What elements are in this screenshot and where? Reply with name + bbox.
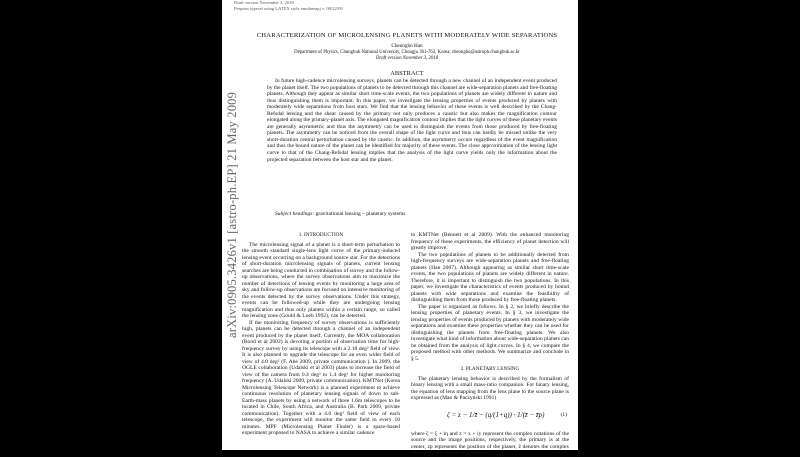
paragraph: The paper is organized as follows. In § 2, we briefly describe the lensing properties of planetary events. In § 3, we investigate the lensing properties of events produced by planets with moderately wide separations and examine these properties whether they can be used for distinguishing the planets from free-floating planets. We also investigate what kind of information about wide-separation planets can be obtained from the analysis of light curves. In § 4, we compare the proposed method with other methods. We summarize and conclude in § 5.: [411, 303, 569, 362]
intro-paragraph: If the monitoring frequency of survey observations is sufficiently high, planets can be detected through a channel of an independent event produced by the planet itself. Currently, the MOA collaboration (Bond et al 2002) is devoting a portion of observation time for high-frequency survey by using its telescope with a 2.18 deg² field of view. It is also planned to upgrade the telescope for an even wider field of view of 4.0 deg² (F. Abe 2009, private communication ). In 2009, the OGLE collaboration (Udalski et al 2003) plans to increase the field of view of the camera from 0.4 deg² to 1.4 deg² for higher monitoring frequency (A. Udalski 2009, private communication). KMTNet (Korea Microlensing Telescope Network) is a planned experiment to achieve continuous resolution of planetary lensing signals of down to sub-Earth-mass planets by using a network of three 1.6m telescopes to be located in Chile, South Africa, and Australia (B. Park 2009, private communication). Together with a 4.0 deg² field of view of each telescope, the experiment will monitor the same field in every 10 minutes. MPF (Microlensing Planet Finder) is a space-based experiment proposed to NASA to achieve a similar cadence: [242, 319, 400, 436]
section-heading-introduction: 1. INTRODUCTION: [298, 232, 344, 238]
paragraph: where ζ = ξ + iη and z = x + iy represent the complex notations of the source and the image positions, respectively, the primary is at the center, zp represents the position of the planet, z̄ denotes the complex conjugate of z, and q represents the: [411, 430, 569, 456]
intro-paragraph: The microlensing signal of a planet is a short-term perturbation to the smooth standard single-lens light curve of the primary-induced lensing event occurring on a background source star. For the detections of short-duration microlensing signals of planets, current lensing searches are being conducted in combination of survey and the follow-up observations, where the survey observations aim to maximize the number of detections of lensing events by monitoring a large area of sky and follow-up observations are focused on intensive monitoring of the events detected by the survey observations. Under this strategy, events can be followed-up while they are undergoing lensing magnification and thus only planets within a certain range, so called the lensing zone (Gould & Loeb 1992), can be detected.: [242, 241, 400, 319]
right-column: [411, 232, 569, 457]
paper-author: Cheongho Han: [391, 43, 423, 49]
continued-paragraph: to KMTNet (Bennett et al 2009). With the enhanced monitoring frequency of these experiments, the efficiency of planet detection will greatly improve.: [411, 232, 569, 251]
author-affiliation: Department of Physics, Chungbuk National University, Chongju 361-763, Korea; cheongho@astroph.chungbuk.ac.kr: [294, 50, 520, 55]
preprint-header: [234, 0, 343, 11]
paper-title: CHARACTERIZATION OF MICROLENSING PLANETS WITH MODERATELY WIDE SEPARATIONS: [256, 32, 558, 39]
arxiv-id-text: arXiv:0905.3426v1 [astro-ph.EP] 21 May 2009: [225, 91, 239, 338]
abstract-text: In future high-cadence microlensing surveys, planets can be detected through a new channel of an independent event produced by the planet itself. The two populations of planets to be detected through this channel are wide-separation planets and free-floating planets. Although they appear as similar short time-scale events, the two populations of planets are widely different in nature and thus distinguishing them is important. In this paper, we investigate the lensing properties of events produced by planets with moderately wide separations from host stars. We find that the lensing behavior of these events is well described by the Chang-Refsdal lensing and the shear caused by the primary not only produces a caustic but also makes the magnification contour elongated along the primary-planet axis. The elongated magnification contour implies that the light curves of these planetary events are generally asymmetric and thus the asymmetry can be used to distinguish the events from those produced by free-floating planets. The asymmetry can be noticed from the overall shape of the light curve and thus can hardly be missed unlike the very short-duration central perturbation caused by the caustic. In addition, the asymmetry occurs regardless of the event magnification and thus the bound nature of the planet can be identified for majority of these events. The close approximation of the lensing light curve to that of the Chang-Refsdal lensing implies that the analysis of the light curve yields only the information about the projected separation between the host star and the planet.: [267, 78, 557, 163]
subject-headings-text: gravitational lensing – planetary systems: [314, 211, 406, 217]
left-column: [242, 232, 400, 437]
paragraph: The planetary lensing behavior is described by the formalism of binary lensing with a small mass-ratio companion. For binary lensing, the equation of lens mapping from the lens plane to the source plane is expressed as (Mao & Paczyński 1991): [411, 375, 569, 401]
subject-headings: [267, 211, 557, 218]
lens-equation: [411, 405, 569, 429]
equation-body: ζ = z − 1/z̄ − (q/(1+q)) · 1/(z̄ − z̄p): [447, 410, 545, 419]
preprint-style-line: Preprint typeset using LATEX style emulateapj v. 08/22/09: [234, 5, 343, 11]
equation-number: (1): [560, 411, 567, 418]
subject-headings-label: Subject headings:: [275, 211, 315, 217]
draft-date: Draft version November 3, 2018: [375, 56, 439, 61]
paper-page: [222, 0, 578, 456]
section-heading-planetary-lensing: 2. PLANETARY LENSING: [460, 366, 520, 372]
abstract-heading: ABSTRACT: [390, 70, 424, 77]
draft-version-line: Draft version November 3, 2018: [234, 0, 294, 5]
paragraph: The two populations of planets to be additionally detected from high-frequency surveys are wide-separation planets and free-floating planets (Han 2007). Although appearing as similar short time-scale events, the two populations of planets are widely different in nature. Therefore, it is important to distinguish the two populations. In this paper, we investigate the characteristics of events produced by bound planets with wide separations and examine the feasibility of distinguishing them from those produced by free-floating planets.: [411, 251, 569, 303]
